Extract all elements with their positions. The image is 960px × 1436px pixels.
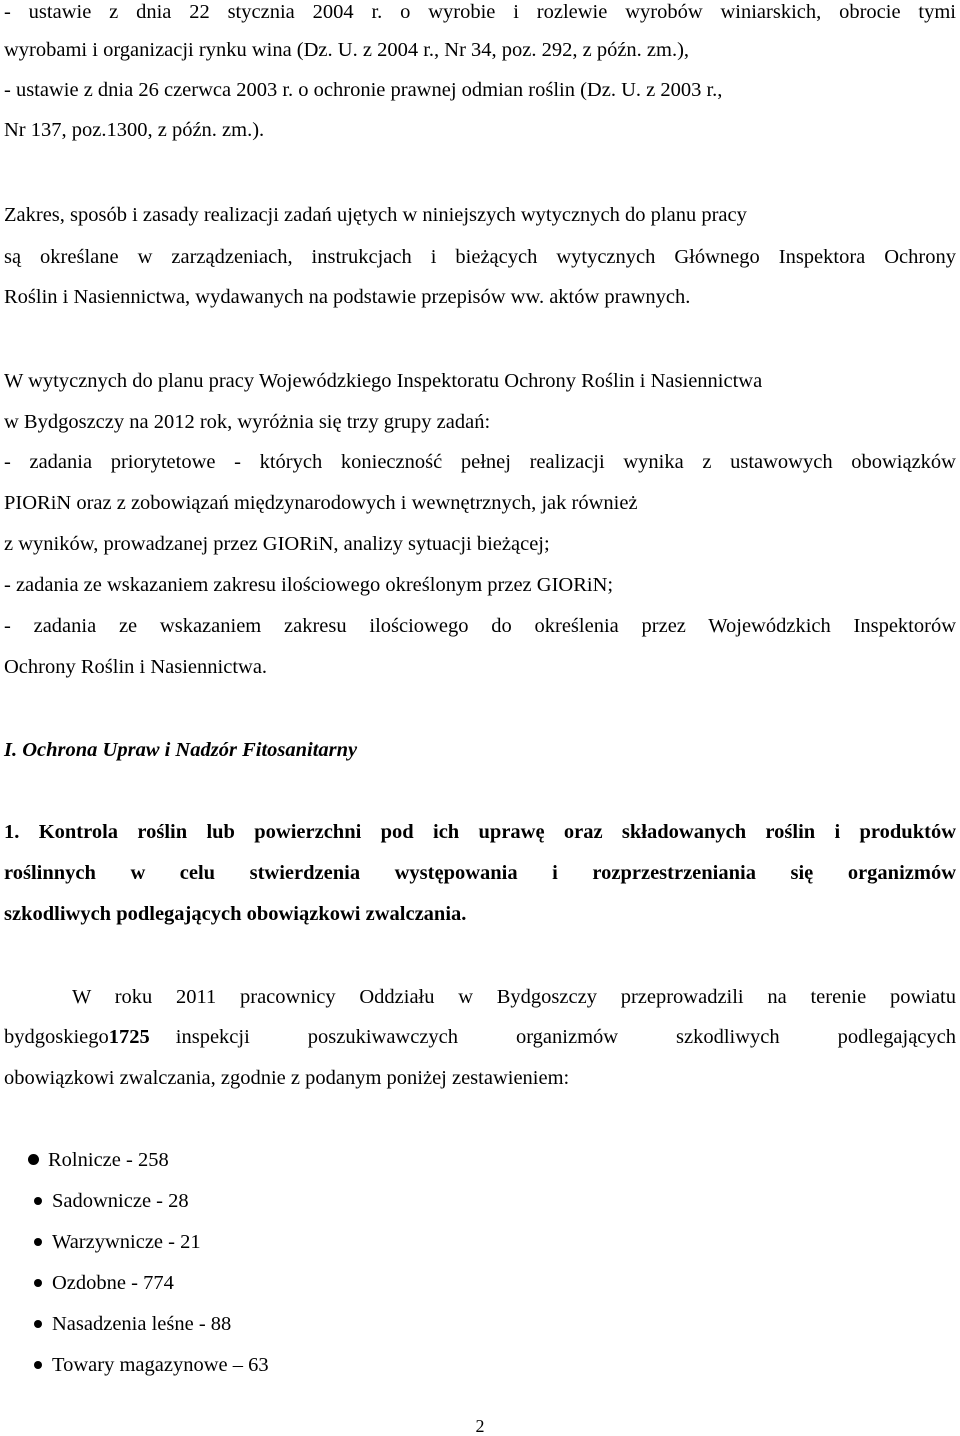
groups-paragraph-line: - zadania priorytetowe - których konieczność pełnej realizacji wynika z ustawowych obowiązków — [4, 451, 956, 473]
list-item-text: Rolnicze - 258 — [48, 1149, 169, 1171]
list-item — [34, 1189, 189, 1213]
groups-paragraph-line: w Bydgoszczy na 2012 rok, wyróżnia się trzy grupy zadań: — [4, 411, 491, 433]
groups-paragraph-line: PIORiN oraz z zobowiązań międzynarodowych i wewnętrznych, jak również — [4, 492, 638, 514]
section-title: I. Ochrona Upraw i Nadzór Fitosanitarny — [4, 739, 358, 761]
groups-paragraph-line: W wytycznych do planu pracy Wojewódzkiego Inspektoratu Ochrony Roślin i Nasiennictwa — [4, 370, 763, 392]
list-item-text: Warzywnicze - 21 — [52, 1231, 201, 1253]
bullet-icon — [28, 1154, 39, 1165]
legal-ref-line: - ustawie z dnia 26 czerwca 2003 r. o ochronie prawnej odmian roślin (Dz. U. z 2003 r., — [4, 79, 723, 101]
legal-ref-line: wyrobami i organizacji rynku wina (Dz. U. z 2004 r., Nr 34, poz. 292, z późn. zm.), — [4, 39, 690, 61]
bullet-icon — [34, 1320, 42, 1328]
scope-paragraph-line: są określane w zarządzeniach, instrukcjach i bieżących wytycznych Głównego Inspektora Ochrony — [4, 246, 956, 268]
list-item-text: Nasadzenia leśne - 88 — [52, 1313, 232, 1335]
list-item — [34, 1353, 269, 1377]
subsection-title-line: 1. Kontrola roślin lub powierzchni pod ich uprawę oraz składowanych roślin i produktów — [4, 821, 956, 843]
list-item-text: Sadownicze - 28 — [52, 1190, 189, 1212]
groups-paragraph-line: z wyników, prowadzanej przez GIORiN, analizy sytuacji bieżącej; — [4, 533, 550, 555]
inspection-count: 1725 — [108, 1026, 150, 1048]
list-item — [28, 1148, 169, 1172]
scope-paragraph-line: Roślin i Nasiennictwa, wydawanych na podstawie przepisów ww. aktów prawnych. — [4, 286, 691, 308]
bullet-icon — [34, 1238, 42, 1246]
bullet-icon — [34, 1197, 42, 1205]
subsection-title-line: szkodliwych podlegających obowiązkowi zwalczania. — [4, 903, 467, 925]
list-item — [34, 1230, 201, 1254]
list-item — [34, 1271, 174, 1295]
inspection-suffix: inspekcji poszukiwawczych organizmów szkodliwych podlegających — [175, 1026, 956, 1048]
inspection-prefix: bydgoskiego — [4, 1026, 109, 1048]
inspection-paragraph-line: W roku 2011 pracownicy Oddziału w Bydgoszczy przeprowadzili na terenie powiatu — [72, 986, 956, 1008]
legal-ref-line: - ustawie z dnia 22 stycznia 2004 r. o wyrobie i rozlewie wyrobów winiarskich, obrocie tymi — [4, 1, 956, 23]
groups-paragraph-line: Ochrony Roślin i Nasiennictwa. — [4, 656, 268, 678]
scope-paragraph-line: Zakres, sposób i zasady realizacji zadań ujętych w niniejszych wytycznych do planu pracy — [4, 204, 747, 226]
legal-ref-line: Nr 137, poz.1300, z późn. zm.). — [4, 119, 265, 141]
list-item-text: Ozdobne - 774 — [52, 1272, 174, 1294]
groups-paragraph-line: - zadania ze wskazaniem zakresu ilościowego określonym przez GIORiN; — [4, 574, 614, 596]
list-item-text: Towary magazynowe – 63 — [52, 1354, 269, 1376]
inspection-paragraph-line: obowiązkowi zwalczania, zgodnie z podanym poniżej zestawieniem: — [4, 1067, 570, 1089]
inspection-paragraph-line — [4, 1025, 956, 1049]
subsection-title-line: roślinnych w celu stwierdzenia występowania i rozprzestrzeniania się organizmów — [4, 862, 956, 884]
bullet-icon — [34, 1361, 42, 1369]
list-item — [34, 1312, 231, 1336]
groups-paragraph-line: - zadania ze wskazaniem zakresu ilościowego do określenia przez Wojewódzkich Inspektorów — [4, 615, 956, 637]
bullet-icon — [34, 1279, 42, 1287]
page-number: 2 — [475, 1416, 485, 1436]
